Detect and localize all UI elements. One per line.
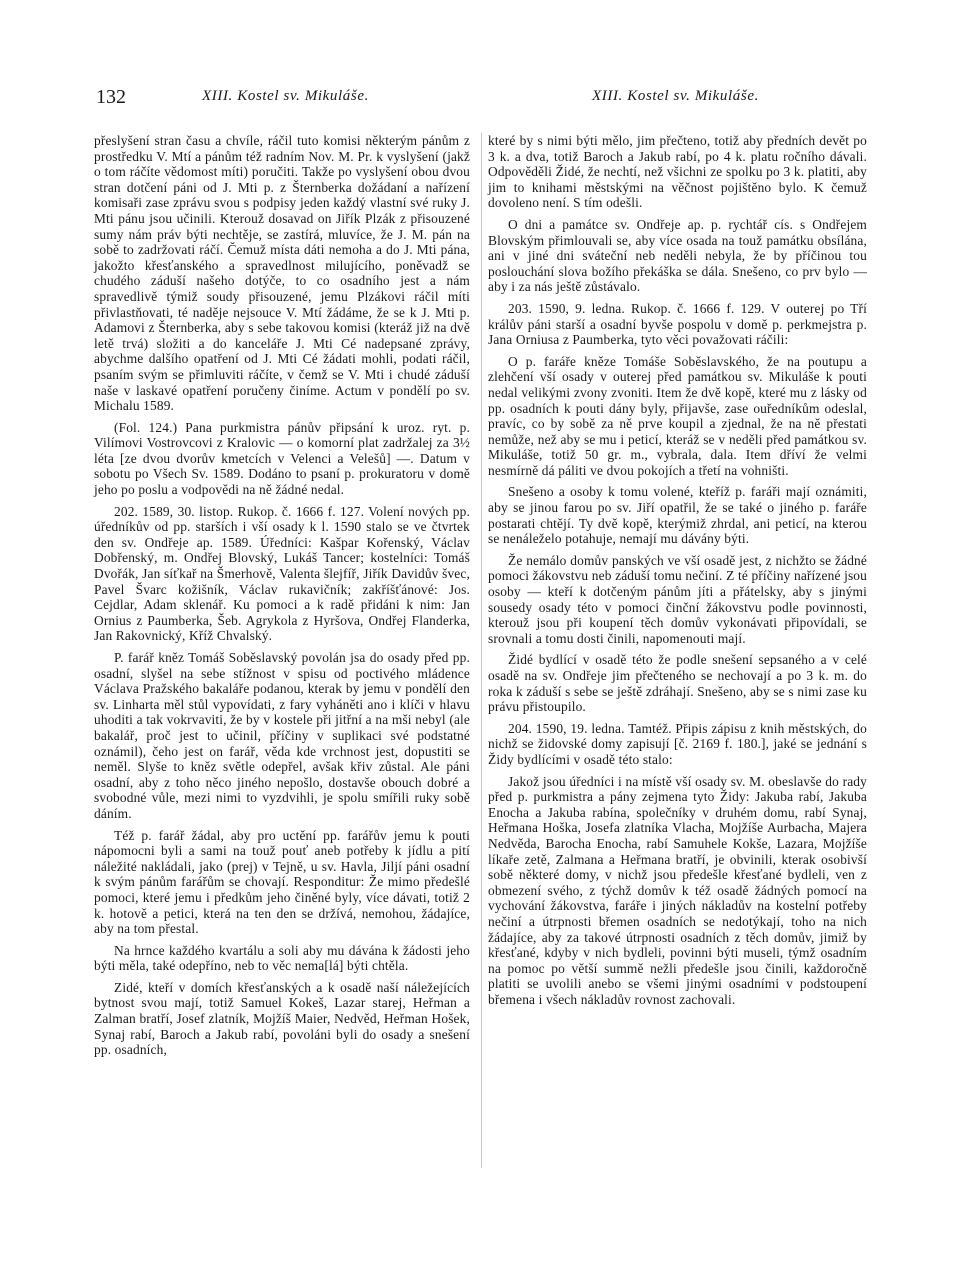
paragraph: Že nemálo domův panských ve vší osadě jest, z nichžto se žádné pomoci žákovstvu neb záduší tomu nečiní. Z té příčiny nařízené jsou osoby — kteří k dotčeným pánům jíti a přátelsky, aby s jinými sousedy osady této v pomoci činční žákovstvu podle povinnosti, kterouž jsou při koupení těch domův vykonávati připovídali, se srovnali a tomu dosti činili, napomenouti mají. <box>488 552 867 646</box>
right-column <box>488 133 867 1007</box>
paragraph: Na hrnce každého kvartálu a soli aby mu dávána k žádosti jeho býti měla, také odepříno, neb to věc nema[lá] býti chtěla. <box>94 942 470 974</box>
paragraph: O dni a památce sv. Ondřeje ap. p. rychtář cís. s Ondřejem Blovským přimlouvali se, aby více osada na touž památku obsílána, ani v jiné dni sváteční neb neděli nebyla, že by příčinou tou poslouchání slova božího překáška se dála. Snešeno, co prv bylo — aby i za nás ještě zůstávalo. <box>488 216 867 295</box>
running-head-left: XIII. Kostel sv. Mikuláše. <box>202 88 369 104</box>
paragraph: Židé bydlící v osadě této že podle snešení sepsaného a v celé osadě na sv. Ondřeje jim přečteného se nechovají a po 3 k. m. do roka k záduší s sebe se ještě zdráhají. Snešeno, aby se s nimi zase ku právu přistoupilo. <box>488 652 867 715</box>
page-header <box>0 86 960 116</box>
paragraph: O p. faráře kněze Tomáše Soběslavského, že na poutupu a zlehčení vší osady v outerej před památkou sv. Mikuláše k pouti nedal velikými zvony zvoniti. Item že dvě kopě, které mu z lásky od pp. osadních k pouti dány byly, přijavše, zase ouředníkům odeslal, pravíc, co by sobě za ně prve koupil a zjednal, že na ně přestati nemůže, než aby se mu i peticí, kteráž se v neděli před památkou sv. Mikuláše, totiž 50 gr. m., vybrala, dala. Item dříví že velmi nesmírně dá páliti ve dvou pokojích a třetí na vohništi. <box>488 353 867 478</box>
page-number: 132 <box>96 86 126 108</box>
paragraph: Zidé, kteří v domích křesťanských a k osadě naší náležejících bytnost svou mají, totiž Samuel Kokeš, Lazar starej, Heřman a Zalman bratří, Josef zlatník, Mojžíš Maier, Nedvěd, Heřman Hošek, Synaj rabí, Baroch a Jakub rabí, povoláni byli do osady a snešení pp. osadních, <box>94 979 470 1058</box>
paragraph: P. farář kněz Tomáš Soběslavský povolán jsa do osady před pp. osadní, slyšel na sebe stížnost v spisu od poctivého mládence Václava Pražského bakaláře podanou, kterak by jemu v pondělí den sv. Linharta měl stůl vypovídati, z fary vyháněti ano i klíči v hlavu uhoditi a tak vokrvaviti, že by v kostele při jitřní a na mši nebyl (ale bakalář, proč jest to učinil, příčiny v suplikaci své podstatné oznámil), čeho jest on farář, věda kde vrchnost jest, dopustiti se neměl. Slyše to kněz světle odepřel, avšak křiv zůstal. Ale páni osadní, aby z toho něco jiného nepošlo, dostavše obouch dobré a svobodné vůle, mezi nimi to vyzdvihli, je spolu smířili ruky sobě dáním. <box>94 650 470 821</box>
entry-203: 203. 1590, 9. ledna. Rukop. č. 1666 f. 129. V outerej po Tří králův páni starší a osadní byvše pospolu v domě p. perkmejstra p. Jana Orniusa z Paumberka, tyto věci považovati ráčili: <box>488 300 867 348</box>
column-divider <box>481 133 482 1168</box>
left-column <box>94 133 470 1058</box>
entry-202: 202. 1589, 30. listop. Rukop. č. 1666 f. 127. Volení nových pp. úředníkův od pp. starších i vší osady k l. 1590 stalo se ve čtvrtek den sv. Ondřeje ap. 1589. Úředníci: Kašpar Kořenský, Václav Dobřenský, m. Ondřej Blovský, Lukáš Tancer; kostelníci: Tomáš Dvořák, Jan síťkař na Šmerhově, Valenta šlejfíř, Jiřík Davidův švec, Pavel Švarc kožišník, Václav rukavičník; zakříšťánové: Jos. Cejdlar, Adam sklenář. Ku pomoci a k radě přidáni k nim: Jan Ornius z Paumberka, Šeb. Agrykola z Hyršova, Ondřej Flanderka, Jan Rakovnický, Kříž Chvalský. <box>94 503 470 644</box>
paragraph: (Fol. 124.) Pana purkmistra pánův připsání k uroz. ryt. p. Vilímovi Vostrovcovi z Kralovic — o komorní plat zadržalej za 3½ léta [ze dvou dvorův kmetcích v Velenci a Velešů] —. Datum v sobotu po Všech Sv. 1589. Dodáno to psaní p. prokuratoru v domě jeho po poslu a vodpovědi na ně žádné nedal. <box>94 419 470 498</box>
paragraph: Též p. farář žádal, aby pro uctění pp. farářův jemu k pouti nápomocni byli a sami na touž pouť aneb potřeby k jídlu a pití náležité nakládali, jako (prej) v Tejně, u sv. Havla, Jiljí páni osadní k svým pánům farářům se chovají. Responditur: Že mimo předešlé pomoci, které jemu i předkům jeho činěné byly, více dávati, totiž 2 k. hotově a petici, která na ten den se držívá, nemohou, žádajíce, aby na tom přestal. <box>94 827 470 937</box>
paragraph: Snešeno a osoby k tomu volené, kteříž p. faráři mají oznámiti, aby se jinou farou po sv. Jiří opatřil, že se také o jiného p. faráře postarati chtějí. Ty dvě kopě, kterýmiž zhrdal, ani peticí, na kterou se nenáleželo potahuje, nemají mu dávány býti. <box>488 484 867 547</box>
paragraph: přeslyšení stran času a chvíle, ráčil tuto komisi některým pánům z prostředku V. Mtí a pánům též radním Nov. M. Pr. k vyslyšení (jakž o tom ráčíte vědomost míti) poručiti. Takže po vyslyšení obou dvou stran dotčení páni od J. Mti p. z Šternberka dožádaní a nařízení komisaři zase zprávu svou s podpisy jeden každý vlastní své ruky J. Mti pánu jsou učinili. Kterouž dosavad on Jiřík Plzák z přisouzené sumy nám práv býti nechtěje, se zastírá, mluvíce, že J. M. pán na sobě to zadržovati ráčí. Čemuž místa dáti nemoha a do J. Mti pána, jakožto křesťanského a spravedlnost milujícího, poněvadž se chudého záduší našeho dotýče, to co osadního jest a nám spravedlivě týmiž soudy přisouzené, jemu Plzákovi ráčil míti přivlastňovati, té naděje nejsouce V. Mtí žádáme, že se k J. Mti p. Adamovi z Šternberka, aby s sebe takovou komisi (kteráž již na dvě letě trvá) složiti a do kanceláře J. Mti Cé nadepsané zprávy, abychme dalšího opatření od J. Mti Cé žádati mohli, podati ráčil, psaním svým se přimluviti ráčíte, v čemž se V. Mti i chudé záduší naše v laskavé opatření poručeny činíme. Actum v pondělí po sv. Michalu 1589. <box>94 133 470 414</box>
entry-204: 204. 1590, 19. ledna. Tamtéž. Připis zápisu z knih městských, do nichž se židovské domy zapisují [č. 2169 f. 180.], jaké se jednání s Židy bydlícími v osadě této stalo: <box>488 720 867 767</box>
paragraph: které by s nimi býti mělo, jim přečteno, totiž aby předních devět po 3 k. a dva, totiž Baroch a Jakub rabí, po 4 k. platu ročního dávali. Odpověděli Židé, že nechtí, než všichni ze spolku po 3 k. platiti, aby jim to knihami městskými na věčnost pojištěno bylo. K čemuž dovoleno není. S tím odešli. <box>488 133 867 211</box>
running-head-right: XIII. Kostel sv. Mikuláše. <box>592 88 759 104</box>
paragraph: Jakož jsou úředníci i na místě vší osady sv. M. obeslavše do rady před p. purkmistra a pány zejmena tyto Židy: Jakuba rabí, Jakuba Enocha a Jakuba rabína, společníky v druhém domu, rabí Synaj, Heřmana Hoška, Josefa zlatníka Vlacha, Mojžíše Aurbacha, Majera Nedvěda, Barocha Enocha, rabí Samuhele Kokše, Lazara, Mojžíše líkaře zetě, Zalmana a Heřmana bratří, je obvinili, kterak osobivší sobě některé domy, v nichž jsou předešle křesťané bydleli, ven z obmezení svého, z týchž domův k též osadě žádných pomocí na vychování žákovstva, faráře i jiných nákladův na kostelní potřeby nečiní a útrpnosti břemen osadních se nedotýkají, toho na nich žádajíce, aby za takové útrpnosti osadních z těch domův, jimiž by křesťané, kdyby v nich bydleli, povinni býti museli, týmž osadním na pomoc po větší summě nežli předešle jsou činili, každoročně platiti se uvolili anebo se všemi jinými osadními v podstoupení břemena i všech nákladův rovnost zachovali. <box>488 773 867 1007</box>
